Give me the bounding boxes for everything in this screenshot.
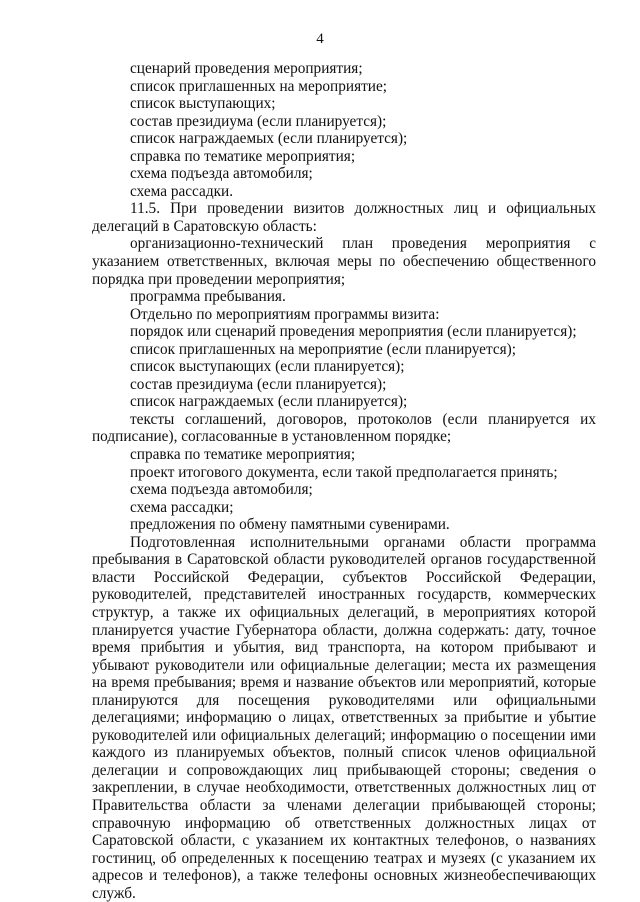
paragraph: схема подъезда автомобиля; [130,165,313,183]
paragraph: список награждаемых (если планируется); [130,130,408,148]
paragraph: тексты соглашений, договоров, протоколов (если планируется их подписание), согласованные в установленном порядке; [92,410,596,446]
paragraph: предложения по обмену памятными сувенирами. [130,516,450,534]
paragraph: список выступающих; [130,95,276,113]
paragraph: сценарий проведения мероприятия; [130,60,363,77]
paragraph: список выступающих (если планируется); [130,358,405,376]
paragraph: схема подъезда автомобиля; [130,481,313,499]
paragraph: проект итогового документа, если такой предполагается принять; [130,463,558,481]
paragraph: состав президиума (если планируется); [130,375,387,393]
paragraph: организационно-технический план проведения мероприятия с указанием ответственных, включая меры по обеспечению общественного порядка при проведении мероприятия; [92,235,596,288]
paragraph: список награждаемых (если планируется); [130,393,408,411]
paragraph: состав президиума (если планируется); [130,112,387,130]
paragraph: список приглашенных на мероприятие; [130,77,388,95]
paragraph: справка по тематике мероприятия; [130,446,356,464]
paragraph: схема рассадки. [130,182,234,200]
paragraph: список приглашенных на мероприятие (если планируется); [130,340,516,358]
paragraph: программа пребывания. [130,288,286,306]
paragraph: справка по тематике мероприятия; [130,147,356,165]
document-body [92,60,596,902]
paragraph: 11.5. При проведении визитов должностных лиц и официальных делегаций в Саратовскую область: [92,200,596,235]
page-number: 4 [316,31,324,47]
paragraph: порядок или сценарий проведения мероприятия (если планируется); [130,323,577,341]
paragraph: схема рассадки; [130,498,234,516]
paragraph: Подготовленная исполнительными органами области программа пребывания в Саратовской области руководителей органов государственной власти Российской Федерации, субъектов Российской Федерации, руководителей, представителей иностранных государств, коммерческих структур, а также их официальных делегаций, в мероприятиях которой планируется участие Губернатора области, должна содержать: дату, точное время прибытия и убытия, вид транспорта, на котором прибывают и убывают руководители или официальные делегации; места их размещения на время пребывания; время и название объектов или мероприятий, которые планируются для посещения руководителями или официальными делегациями; информацию о лицах, ответственных за прибытие и убытие руководителей или официальных делегаций; информацию о посещении ими каждого из планируемых объектов, полный список членов официальной делегации и сопровождающих лиц прибывающей стороны; сведения о закреплении, в случае необходимости, ответственных должностных лиц от Правительства области за членами делегации прибывающей стороны; справочную информацию об ответственных должностных лицах от Саратовской области, с указанием их контактных телефонов, о названиях гостиниц, об определенных к посещению театрах и музеях (с указанием их адресов и телефонов), а также телефоны основных жизнеобеспечивающих служб. [92,533,596,902]
paragraph: Отдельно по мероприятиям программы визита: [130,305,440,323]
